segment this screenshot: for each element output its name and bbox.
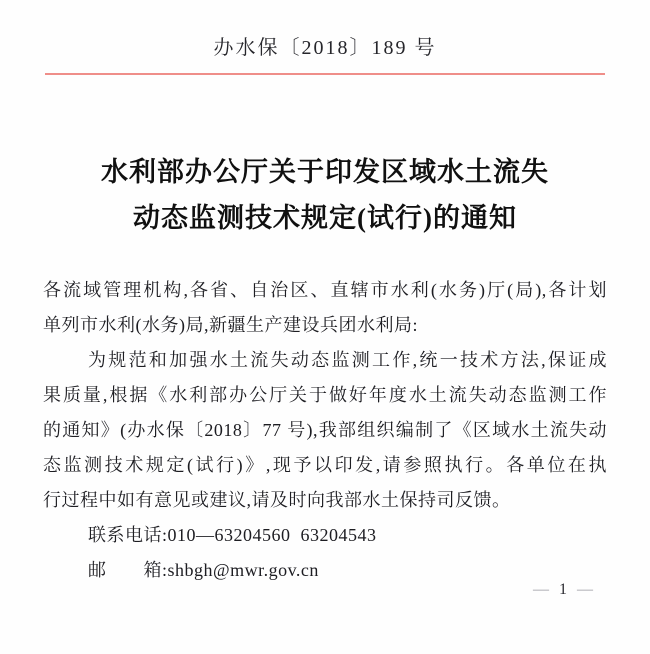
salutation-line: 各流域管理机构,各省、自治区、直辖市水利(水务)厅(局),各计划 [43,280,607,300]
doc-number: 办水保〔2018〕189 号 [213,37,437,59]
paragraph-line: 果质量,根据《水利部办公厅关于做好年度水土流失动态监测工作 [43,385,607,405]
paragraph-line: 行过程中如有意见或建议,请及时向我部水土保持司反馈。 [43,490,511,510]
contact-phone-row [43,518,607,553]
red-divider-line [45,73,605,75]
paragraph-line: 态监测技术规定(试行)》,现予以印发,请参照执行。各单位在执 [43,455,607,475]
page-title-line-2: 动态监测技术规定(试行)的通知 [133,203,517,233]
page-title [0,149,650,241]
page-title-line-1: 水利部办公厅关于印发区域水土流失 [101,157,549,187]
email-label-char-1: 邮 [88,560,107,580]
salutation-line: 单列市水利(水务)局,新疆生产建设兵团水利局: [43,315,418,335]
paragraph-line: 的通知》(办水保〔2018〕77 号),我部组织编制了《区域水土流失动 [43,420,607,440]
page-number-value: 1 [559,581,567,598]
phone-separator: : [162,525,168,545]
email-separator: : [162,560,168,580]
phone-label-text: 联系电话 [88,525,162,545]
page-number-dash-right: — [577,581,593,598]
document-body [43,273,607,588]
paragraph-line: 为规范和加强水土流失动态监测工作,统一技术方法,保证成 [88,350,607,370]
contact-email-row [43,553,607,588]
email-value: shbgh@mwr.gov.cn [167,560,319,580]
email-label-char-2: 箱 [143,560,162,580]
page-number-dash-left: — [533,581,549,598]
email-label [88,553,162,588]
phone-label [88,518,162,553]
phone-value: 010—63204560 63204543 [167,525,377,545]
page-number [533,580,593,600]
